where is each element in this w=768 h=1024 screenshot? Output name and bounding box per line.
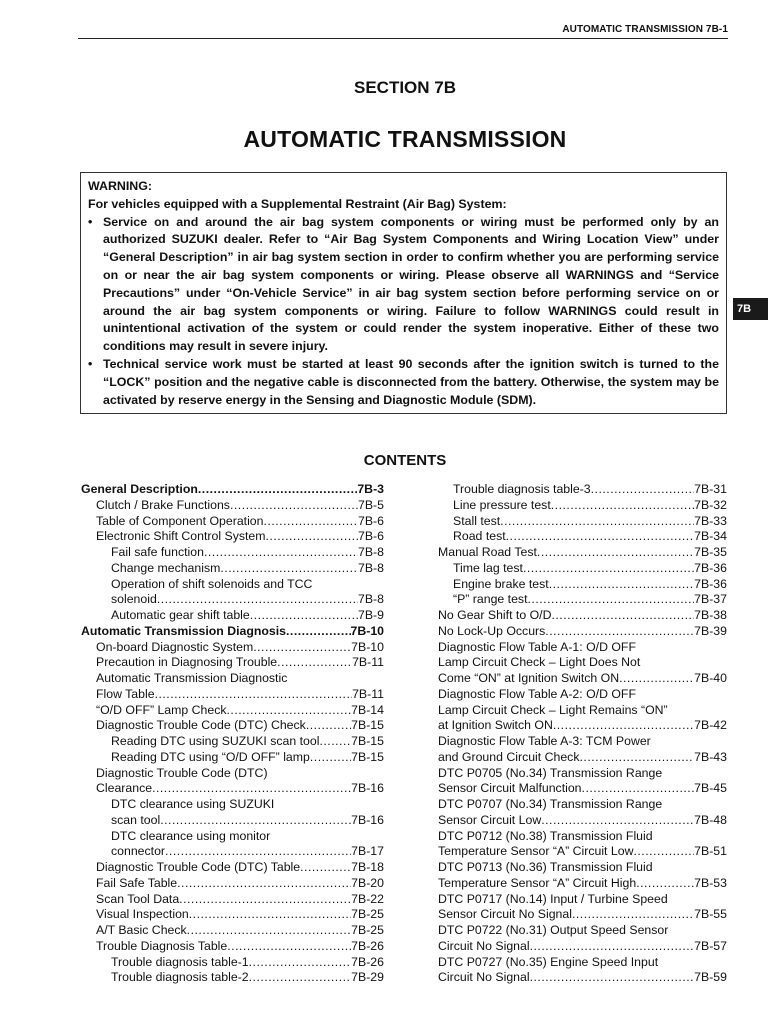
toc-entry[interactable] [81,703,384,719]
dot-leader [549,577,694,593]
toc-entry[interactable] [438,860,727,892]
toc-entry[interactable] [438,482,727,498]
toc-entry[interactable] [81,640,384,656]
dot-leader [306,718,351,734]
contents-heading: CONTENTS [363,452,447,469]
toc-entry[interactable] [81,907,384,923]
warning-bullet [88,214,719,356]
toc-entry[interactable] [81,529,384,545]
dot-leader [250,608,358,624]
toc-entry[interactable] [81,734,384,750]
dot-leader [230,498,358,514]
toc-entry[interactable] [81,671,384,703]
toc-entry[interactable] [438,608,727,624]
dot-leader [579,750,694,766]
dot-leader [500,514,694,530]
toc-entry-line: DTC P0717 (No.14) Input / Turbine Speed [438,891,668,906]
toc-entry-line: Automatic Transmission Diagnostic [96,671,288,685]
warning-bullet-text: Service on and around the air bag system components or wiring must be performed only by an authorized SUZUKI dealer. Refer to “Air Bag System Components and Wiring Location View” under “General Description” in air bag system section in order to confirm whether you are performing service on or near the air bag system components or wiring. Please observe all WARNINGS and “Service Precautions” under “On-Vehicle Service” in air bag system section before performing service on or around the air bag system components or wiring. Failure to follow WARNINGS could result in unintentional activation of the system or could render the system inoperative. Either of these two conditions may result in severe injury. [103,214,719,354]
dot-leader [189,907,351,923]
toc-entry[interactable] [81,892,384,908]
toc-entry-line: Diagnostic Trouble Code (DTC) [96,765,268,780]
toc-entry-line: Lamp Circuit Check – Light Does Not [438,655,641,670]
dot-leader [277,655,352,671]
toc-right-column [438,482,727,986]
warning-list [88,214,719,410]
dot-leader [227,939,351,955]
toc-page-number: 7B-57 [694,938,727,953]
toc-entry-title: Precaution in Diagnosing Trouble [96,655,278,670]
toc-entry-title: On-board Diagnostic System [96,639,254,654]
toc-page-number: 7B-16 [351,781,384,796]
toc-page-number: 7B-26 [351,938,384,953]
toc-entry[interactable] [438,529,727,545]
dot-leader [165,844,351,860]
dot-leader [551,498,694,514]
toc-entry-title: Trouble diagnosis table-3 [453,482,591,496]
dot-leader [636,876,694,892]
dot-leader [591,482,695,498]
dot-leader [551,608,694,624]
toc-entry-title: Clearance [96,781,153,796]
dot-leader [157,592,358,608]
toc-page-number: 7B-36 [694,560,727,575]
dot-leader [160,813,351,829]
toc-entry[interactable] [438,592,727,608]
toc-page-number: 7B-15 [351,749,384,764]
toc-entry[interactable] [438,561,727,577]
toc-page-number: 7B-18 [351,860,384,874]
toc-entry-title: Manual Road Test [438,545,537,559]
toc-page-number: 7B-32 [694,497,727,512]
toc-entry-title: Reading DTC using SUZUKI scan tool [111,734,320,748]
toc-entry[interactable] [81,624,384,640]
section-label: SECTION 7B [353,78,457,97]
toc-entry-line: DTC P0705 (No.34) Transmission Range [438,765,663,780]
toc-entry[interactable] [81,718,384,734]
toc-entry[interactable] [81,608,384,624]
dot-leader [198,482,357,498]
toc-page-number: 7B-10 [351,639,384,654]
toc-page-number: 7B-22 [351,891,384,906]
header-rule [78,38,728,39]
dot-leader [319,734,351,750]
toc-page-number: 7B-42 [694,718,727,733]
toc-entry[interactable] [81,766,384,798]
toc-entry[interactable] [81,482,384,498]
toc-page-number: 7B-8 [358,560,384,575]
toc-page-number: 7B-16 [351,812,384,827]
dot-leader [523,561,694,577]
toc-entry-title: Sensor Circuit No Signal [438,907,572,922]
dot-leader [179,892,351,908]
warning-bullet-text: Technical service work must be started at least 90 seconds after the ignition switch is turned to the “LOCK” position and the negative cable is disconnected from the battery. Otherwise, the system may be activated by reserve energy in the Sensing and Diagnostic Module (SDM). [103,356,719,407]
toc-entry-title: Fail Safe Table [96,875,178,890]
toc-entry[interactable] [438,923,727,955]
toc-page-number: 7B-8 [358,545,384,559]
toc-page-number: 7B-8 [358,592,384,607]
toc-entry-line: DTC clearance using monitor [111,828,271,843]
toc-entry[interactable] [81,498,384,514]
toc-entry-title: at Ignition Switch ON [438,718,553,733]
toc-entry-title: Scan Tool Data [96,891,180,906]
toc-entry-title: No Lock-Up Occurs [438,623,546,638]
toc-entry[interactable] [438,514,727,530]
toc-entry-title: Clutch / Brake Functions [96,497,230,512]
dot-leader [633,844,694,860]
dot-leader [582,781,695,797]
toc-entry[interactable] [438,766,727,798]
toc-page-number: 7B-36 [694,576,727,591]
dot-leader [263,514,358,530]
toc-page-number: 7B-6 [358,529,384,544]
dot-leader [249,955,352,971]
toc-entry-title: Automatic gear shift table [111,608,250,622]
dot-leader [553,718,694,734]
toc-page-number: 7B-6 [358,513,384,528]
dot-leader [152,781,351,797]
toc-entry[interactable] [438,687,727,734]
toc-entry-title: Visual Inspection [96,907,189,922]
toc-page-number: 7B-17 [351,844,384,859]
warning-intro: For vehicles equipped with a Supplemental Restraint (Air Bag) System: [88,196,507,211]
toc-entry[interactable] [438,577,727,593]
bullet-dot-icon: • [88,356,93,371]
toc-entry-title: Temperature Sensor “A” Circuit High [438,875,637,890]
toc-entry-title: Road test [453,529,506,544]
toc-entry[interactable] [81,514,384,530]
toc-page-number: 7B-29 [351,970,384,985]
toc-page-number: 7B-53 [694,875,727,890]
toc-entry[interactable] [81,750,384,766]
dot-leader [187,923,352,939]
dot-leader [249,970,352,986]
warning-heading: WARNING: [88,179,153,193]
dot-leader [227,703,352,719]
toc-entry-title: Engine brake test [453,576,549,591]
toc-entry-line: DTC P0727 (No.35) Engine Speed Input [438,954,659,969]
toc-entry-line: DTC P0712 (No.38) Transmission Fluid [438,828,653,843]
toc-entry-title: Line pressure test [453,497,551,512]
toc-page-number: 7B-11 [352,655,384,670]
toc-page-number: 7B-15 [351,718,384,733]
toc-page-number: 7B-14 [351,702,384,717]
toc-entry-line: DTC P0707 (No.34) Transmission Range [438,797,663,811]
toc-entry[interactable] [438,797,727,829]
dot-leader [286,624,351,640]
toc-entry[interactable] [81,577,384,609]
toc-entry-title: Reading DTC using “O/D OFF” lamp [111,749,310,764]
toc-page-number: 7B-38 [694,608,727,622]
dot-leader [528,592,695,608]
toc-entry[interactable] [81,797,384,829]
toc-entry-line: Diagnostic Flow Table A-3: TCM Power [438,734,651,748]
toc-entry-line: DTC P0713 (No.36) Transmission Fluid [438,860,653,874]
toc-entry-title: Table of Component Operation [96,513,264,528]
toc-entry-line: Diagnostic Flow Table A-1: O/D OFF [438,639,636,654]
toc-entry-title: and Ground Circuit Check [438,749,580,764]
toc-entry[interactable] [438,640,727,687]
toc-entry-title: Diagnostic Trouble Code (DTC) Table [96,860,301,874]
dot-leader [541,813,694,829]
dot-leader [266,529,359,545]
toc-page-number: 7B-48 [694,812,727,827]
toc-page-number: 7B-37 [694,592,727,607]
toc-page-number: 7B-40 [694,671,727,685]
page-title: AUTOMATIC TRANSMISSION [243,126,567,152]
toc-entry-title: connector [111,844,166,859]
toc-entry-line: Operation of shift solenoids and TCC [111,576,313,591]
toc-entry-title: Sensor Circuit Low [438,812,542,827]
dot-leader [155,687,353,703]
toc-entry-title: Fail safe function [111,545,204,559]
toc-entry-title: Trouble diagnosis table-1 [111,954,249,969]
toc-entry[interactable] [438,892,727,924]
toc-entry-title: Stall test [453,513,501,528]
dot-leader [545,624,694,640]
toc-page-number: 7B-33 [694,513,727,528]
toc-entry-title: “P” range test [453,592,528,607]
toc-entry-title: No Gear Shift to O/D [438,608,552,622]
toc-entry-line: Diagnostic Flow Table A-2: O/D OFF [438,686,636,701]
toc-entry[interactable] [438,955,727,987]
warning-box [80,172,727,414]
toc-entry-title: Automatic Transmission Diagnosis [81,623,286,638]
bullet-dot-icon: • [88,214,93,229]
toc-entry-title: Change mechanism [111,560,221,575]
toc-left-column [81,482,384,986]
dot-leader [177,876,351,892]
dot-leader [220,561,358,577]
toc-entry[interactable] [81,939,384,955]
toc-entry-line: DTC clearance using SUZUKI [111,797,275,811]
toc-entry[interactable] [438,829,727,861]
toc-page-number: 7B-15 [351,734,384,748]
toc-page-number: 7B-35 [694,545,727,559]
toc-entry[interactable] [81,970,384,986]
toc-entry[interactable] [81,655,384,671]
warning-bullet [88,356,719,409]
running-header: AUTOMATIC TRANSMISSION 7B-1 [562,24,728,35]
toc-entry-title: Temperature Sensor “A” Circuit Low [438,844,634,859]
toc-page-number: 7B-26 [351,954,384,969]
toc-entry-title: scan tool [111,812,161,827]
toc-entry-line: DTC P0722 (No.31) Output Speed Sensor [438,923,669,937]
dot-leader [300,860,351,876]
toc-page-number: 7B-11 [352,686,384,701]
dot-leader [310,750,351,766]
toc-entry-title: “O/D OFF” Lamp Check [96,702,227,717]
toc-entry[interactable] [438,498,727,514]
toc-entry[interactable] [81,923,384,939]
toc-entry-title: Trouble Diagnosis Table [96,938,228,953]
dot-leader [204,545,358,561]
toc-entry[interactable] [81,561,384,577]
toc-entry[interactable] [438,734,727,766]
toc-entry-title: Circuit No Signal [438,970,530,985]
toc-page-number: 7B-10 [350,623,384,638]
toc-page-number: 7B-59 [694,970,727,985]
toc-page-number: 7B-43 [694,749,727,764]
toc-entry-title: Flow Table [96,686,155,701]
toc-page-number: 7B-34 [694,529,727,544]
toc-entry[interactable] [81,545,384,561]
toc-entry-title: Electronic Shift Control System [96,529,266,544]
toc-entry[interactable] [438,545,727,561]
toc-entry[interactable] [81,955,384,971]
toc-page-number: 7B-25 [351,923,384,937]
toc-page-number: 7B-55 [694,907,727,922]
toc-page-number: 7B-9 [358,608,384,622]
dot-leader [619,671,694,687]
dot-leader [530,939,695,955]
dot-leader [572,907,694,923]
toc-entry-title: Time lag test [453,560,523,575]
toc-entry-title: A/T Basic Check [96,923,187,937]
toc-page-number: 7B-5 [358,497,384,512]
dot-leader [530,970,695,986]
dot-leader [253,640,351,656]
toc-entry-line: Lamp Circuit Check – Light Remains “ON” [438,702,668,717]
toc-page-number: 7B-51 [694,844,727,859]
toc-page-number: 7B-25 [351,907,384,922]
toc-entry-title: General Description [81,482,198,496]
dot-leader [537,545,694,561]
toc-page-number: 7B-20 [351,875,384,890]
section-thumb-tab: 7B [733,298,768,320]
toc-entry[interactable] [81,829,384,861]
toc-entry-title: Trouble diagnosis table-2 [111,970,249,985]
toc-page-number: 7B-3 [357,482,384,496]
toc-entry-title: Sensor Circuit Malfunction [438,781,582,796]
dot-leader [506,529,695,545]
toc-entry[interactable] [438,624,727,640]
toc-entry-title: solenoid [111,592,157,607]
toc-entry-title: Circuit No Signal [438,938,530,953]
toc-entry[interactable] [81,860,384,876]
toc-page-number: 7B-45 [694,781,727,796]
toc-entry-title: Diagnostic Trouble Code (DTC) Check [96,718,306,733]
toc-entry-title: Come “ON” at Ignition Switch ON [438,671,620,685]
toc-page-number: 7B-31 [694,482,727,496]
toc-page-number: 7B-39 [694,623,727,638]
toc-entry[interactable] [81,876,384,892]
